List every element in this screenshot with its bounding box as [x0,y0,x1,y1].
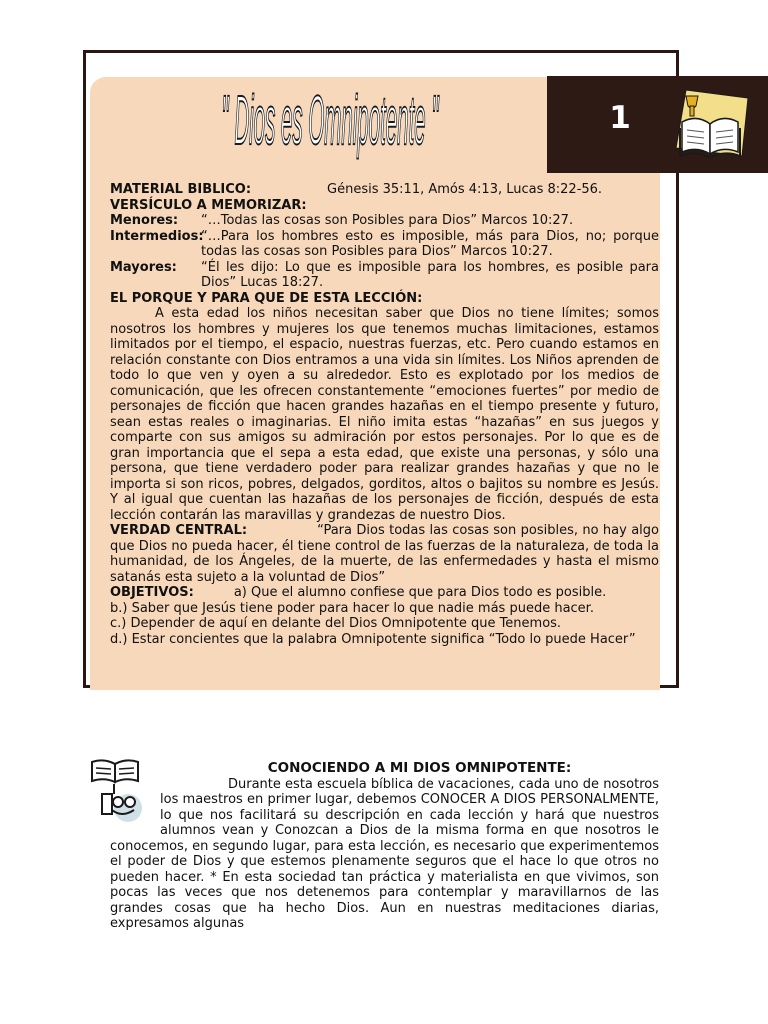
menores-label: Menores: [110,213,179,228]
mayores-label: Mayores: [110,259,177,275]
objetivos-label: OBJETIVOS: [110,585,194,600]
menores-row [110,213,659,229]
objetivo-c: c.) Depender de aquí en delante del Dios Omnipotente que Tenemos. [110,616,562,631]
intermedios-text: “…Para los hombres esto es imposible, más para Dios, no; porque todas las cosas son Posibles para Dios” Marcos 10:27. [201,228,659,259]
objetivo-d: d.) Estar concientes que la palabra Omnipotente significa “Todo lo puede Hacer” [110,631,636,647]
verdad-label: VERDAD CENTRAL: [110,523,248,538]
lesson-title-text: " Dios es Omnipotente " [221,80,440,159]
lesson-content [110,182,659,647]
intermedios-label: Intermedios: [110,228,204,244]
verdad-central [110,523,659,585]
section-title: CONOCIENDO A MI DIOS OMNIPOTENTE: [267,760,572,776]
porque-label: EL PORQUE Y PARA QUE DE ESTA LECCIÓN: [110,290,423,306]
lesson-number: 1 [609,100,631,136]
objetivo-a: a) Que el alumno confiese que para Dios todo es posible. [233,585,607,600]
section-body-text: Durante esta escuela bíblica de vacaciones, cada uno de nosotros los maestros en primer lugar, debemos CONOCER A DIOS PERSONALMENTE, lo que nos facilitará su descripción en cada lección y hará que nuestros alumnos vean y Conozcan a Dios de la misma forma en que nosotros le conocemos, en segundo lugar, para esta lección, es necesario que experimentemos el poder de Dios y que estemos plenamente seguros que el hace lo que otros no pueden hacer. * En esta sociedad tan práctica y materialista en que vivimos, son pocas las veces que nos detenemos para contemplar y maravillarnos de las grandes cosas que ha hecho Dios. Aun en nuestras meditaciones diarias, expresamos algunas [110,776,659,931]
versiculo-label: VERSÍCULO A MEMORIZAR: [110,197,307,213]
porque-text: A esta edad los niños necesitan saber que Dios no tiene límites; somos nosotros los hombres y mujeres los que tenemos muchas limitaciones, estamos limitados por el tiempo, el espacio, nuestras fuerzas, etc. Pero cuando estamos en relación constante con Dios entramos a una vida sin límites. Los Niños aprenden de todo lo que ven y oyen a su alrededor. Esto es explotado por los medios de comunicación, que les ofrecen constantemente “emociones fuertes” por medio de personajes de ficción que hacen grandes hazañas en el tiempo presente y futuro, sean estas reales o imaginarias. El niño imita estas “hazañas” en sus juegos y comparte con sus amigos su admiración por estos personajes. Por lo que es de gran importancia que el sepa a esta edad, que existe una personas, y sólo una persona, que tiene verdadero poder para realizar grandes hazañas y que no le importa si son ricos, pobres, delgados, gorditos, altos o bajitos su nombre es Jesús. Y al igual que cuentan las hazañas de los personajes de ficción, después de esta lección contarán las maravillas y grandezas de nuestro Dios. [110,306,659,523]
icon-spacer [110,777,160,839]
menores-text: “…Todas las cosas son Posibles para Dios” Marcos 10:27. [201,213,574,228]
bell-and-bible-icon [672,88,750,158]
mayores-row [110,260,659,291]
verdad-text: “Para Dios todas las cosas son posibles, no hay algo que Dios no pueda hacer, él tiene control de las fuerzas de la naturaleza, de toda la humanidad, de los Ángeles, de la muerte, de las enfermedades y hasta el mismo satanás esta sujeto a la voluntad de Dios” [110,523,659,585]
material-label: MATERIAL BIBLICO: [110,182,252,197]
objetivos-line [110,585,659,601]
mayores-text: “Él les dijo: Lo que es imposible para los hombres, es posible para Dios” Lucas 18:27. [201,259,659,290]
objetivo-b: b.) Saber que Jesús tiene poder para hacer lo que nadie más puede hacer. [110,600,594,616]
intermedios-row [110,229,659,260]
material-line [110,182,659,198]
material-value: Génesis 35:11, Amós 4:13, Lucas 8:22-56. [327,182,603,197]
section-conociendo [110,761,659,932]
section-body [110,777,659,932]
lesson-title [128,80,533,160]
